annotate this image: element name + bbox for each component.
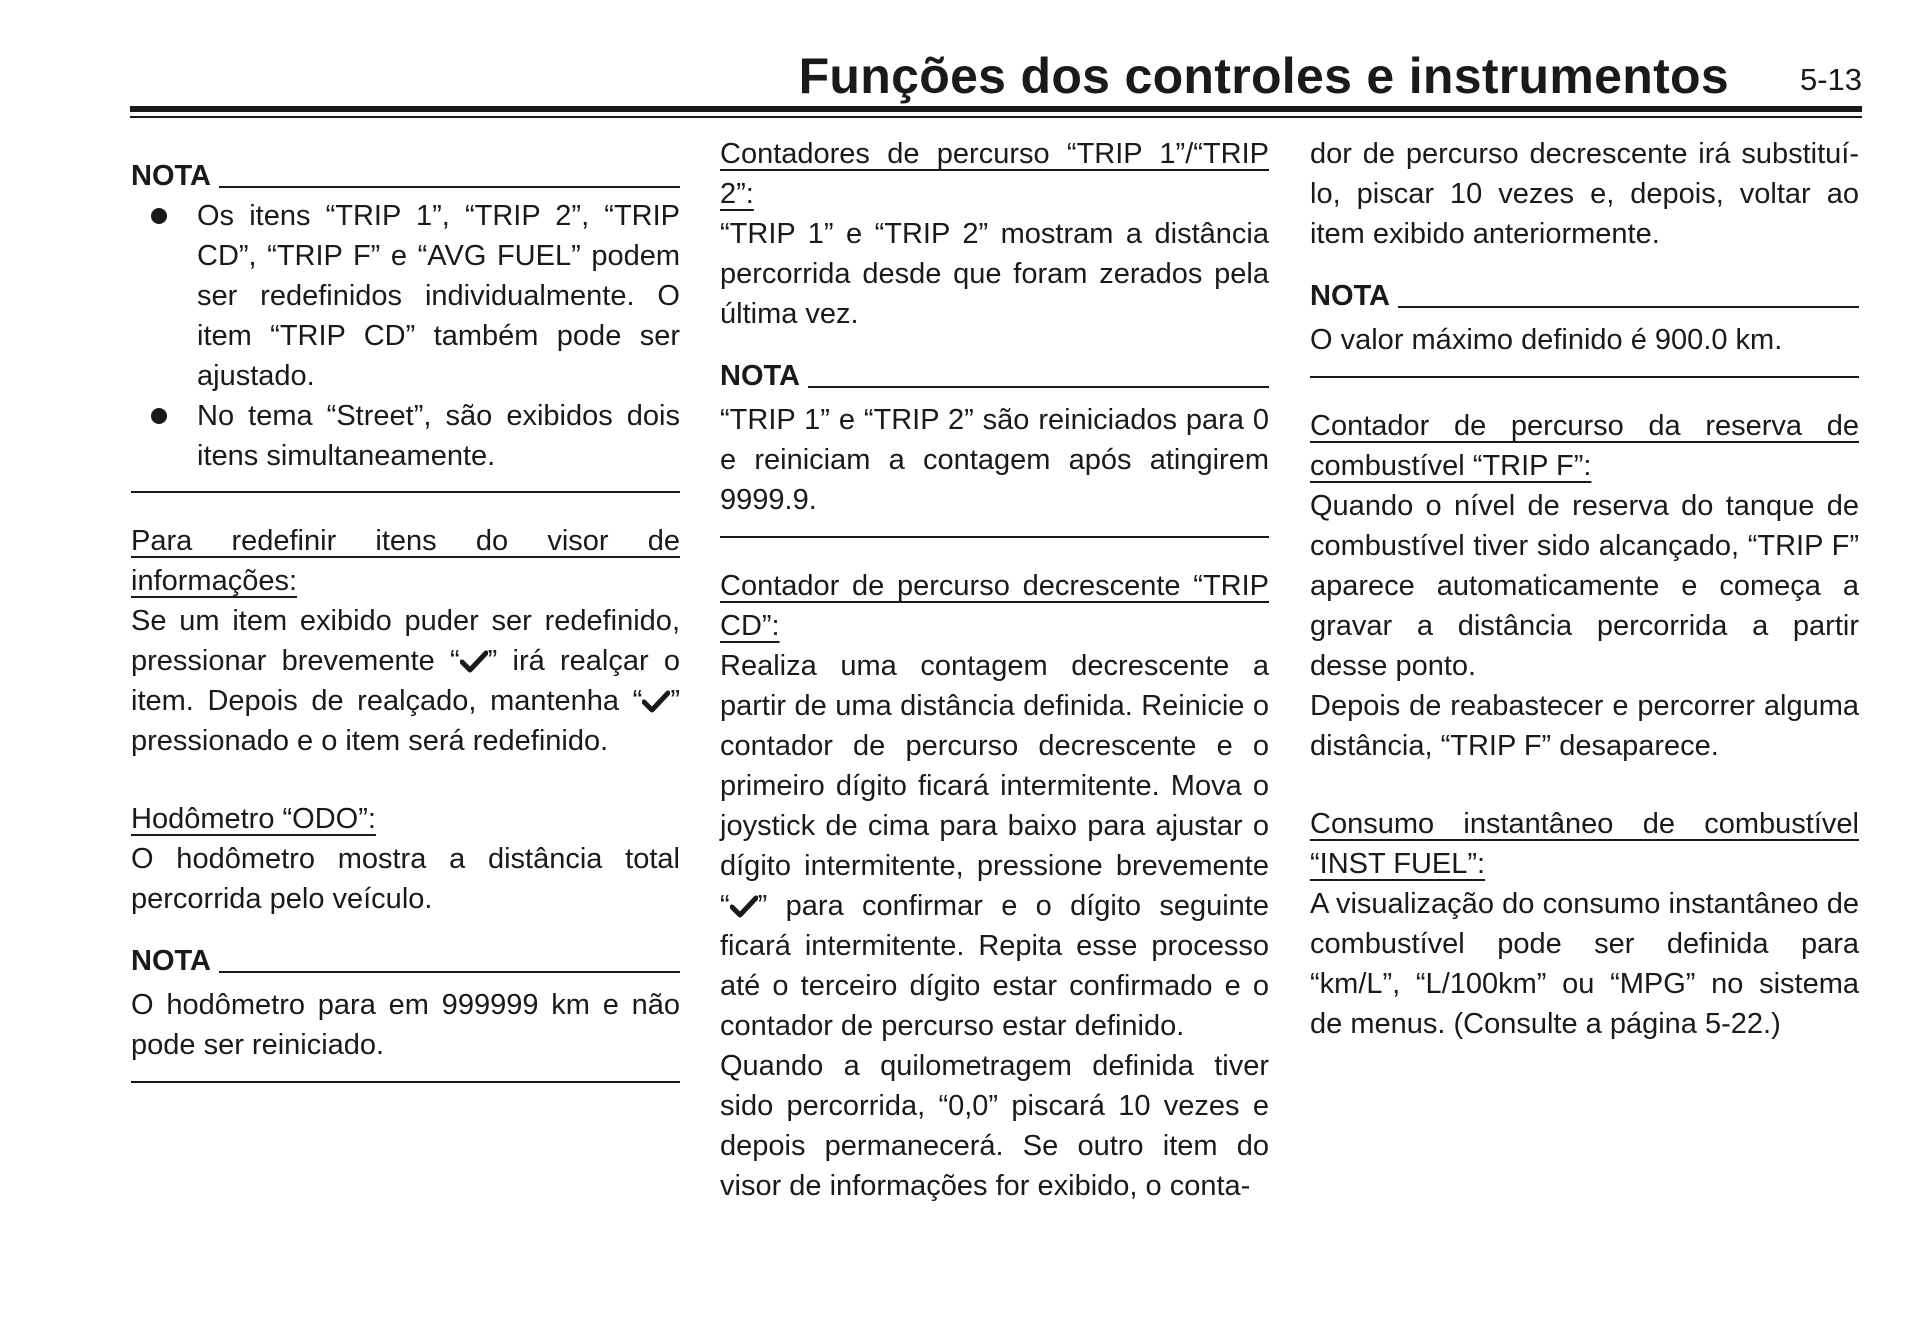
nota-label: NOTA bbox=[131, 160, 212, 192]
nota-end-rule bbox=[131, 491, 680, 493]
bullet-text: No tema “Street”, são exibidos dois itens simultaneamente. bbox=[197, 400, 680, 472]
nota-bullet-list bbox=[131, 196, 680, 476]
nota-heading bbox=[131, 941, 680, 981]
paragraph-tripcd-end: Quando a quilometragem definida tiver sido percorrida, “0,0” piscará 10 vezes e depois permanecerá. Se outro item do visor de informações for exibido, o conta- bbox=[720, 1050, 1269, 1202]
section-heading-trip: Contadores de percurso “TRIP 1”/“TRIP 2”: bbox=[720, 138, 1269, 210]
page-number: 5-13 bbox=[1799, 62, 1862, 97]
nota-rule bbox=[219, 971, 680, 973]
check-icon bbox=[730, 895, 758, 919]
nota-heading bbox=[720, 356, 1269, 396]
header-rule-thick bbox=[130, 106, 1862, 112]
bullet-icon bbox=[151, 208, 167, 224]
check-icon bbox=[460, 650, 488, 674]
nota-text: O valor máximo definido é 900.0 km. bbox=[1310, 324, 1783, 356]
nota-label: NOTA bbox=[131, 945, 212, 977]
bullet-icon bbox=[151, 408, 167, 424]
nota-heading bbox=[131, 156, 680, 196]
nota-end-rule bbox=[1310, 376, 1859, 378]
column-1 bbox=[131, 134, 680, 1083]
page-title: Funções dos controles e instrumentos bbox=[798, 48, 1729, 104]
nota-end-rule bbox=[720, 536, 1269, 538]
check-icon bbox=[642, 690, 670, 714]
nota-label: NOTA bbox=[1310, 280, 1391, 312]
bullet-text: Os itens “TRIP 1”, “TRIP 2”, “TRIP CD”, “TRIP F” e “AVG FUEL” podem ser redefinidos individualmente. O item “TRIP CD” também pode ser ajustado. bbox=[197, 200, 680, 392]
nota-text: O hodômetro para em 999999 km e não pode ser reiniciado. bbox=[131, 989, 680, 1061]
paragraph-tripf-2: Depois de reabastecer e percorrer alguma distância, “TRIP F” desaparece. bbox=[1310, 690, 1859, 762]
paragraph-tripcd-continued: dor de percurso decrescente irá substituí-lo, piscar 10 vezes e, depois, voltar ao item exibido anteriormente. bbox=[1310, 138, 1859, 250]
nota-heading bbox=[1310, 276, 1859, 316]
paragraph-odo: O hodômetro mostra a distância total percorrida pelo veículo. bbox=[131, 843, 680, 915]
section-heading-tripf: Contador de percurso da reserva de combustível “TRIP F”: bbox=[1310, 410, 1859, 482]
paragraph-trip: “TRIP 1” e “TRIP 2” mostram a distância percorrida desde que foram zerados pela última vez. bbox=[720, 218, 1269, 330]
paragraph-inst: A visualização do consumo instantâneo de combustível pode ser definida para “km/L”, “L/100km” ou “MPG” no sistema de menus. (Consulte a página 5-22.) bbox=[1310, 888, 1859, 1040]
header-rule-thin bbox=[130, 116, 1862, 118]
paragraph-reset: Se um item exibido puder ser redefinido, pressionar brevemente “ ” irá realçar o item. Depois de realçado, mantenha “ ” pressionado e o item será redefinido. bbox=[131, 605, 680, 757]
section-heading-tripcd: Contador de percurso decrescente “TRIP CD”: bbox=[720, 570, 1269, 642]
nota-text: “TRIP 1” e “TRIP 2” são reiniciados para 0 e reiniciam a contagem após atingirem 9999.9. bbox=[720, 404, 1269, 516]
column-3 bbox=[1310, 134, 1859, 1044]
paragraph-tripcd: Realiza uma contagem decrescente a partir de uma distância definida. Reinicie o contador de percurso decrescente e o primeiro dígito ficará intermitente. Mova o joystick de cima para baixo para ajustar o dígito intermitente, pressione brevemente “ ” para confirmar e o dígito seguinte ficará intermitente. Repita esse processo até o terceiro dígito estar confirmado e o contador de percurso estar definido. bbox=[720, 650, 1269, 1042]
nota-end-rule bbox=[131, 1081, 680, 1083]
nota-rule bbox=[219, 186, 680, 188]
paragraph-tripf-1: Quando o nível de reserva do tanque de combustível tiver sido alcançado, “TRIP F” aparece automaticamente e começa a gravar a distância percorrida a partir desse ponto. bbox=[1310, 490, 1859, 682]
column-2 bbox=[720, 134, 1269, 1206]
nota-rule bbox=[808, 386, 1269, 388]
section-heading-odo: Hodômetro “ODO”: bbox=[131, 803, 376, 835]
section-heading-reset: Para redefinir itens do visor de informações: bbox=[131, 525, 680, 597]
nota-rule bbox=[1398, 306, 1859, 308]
nota-label: NOTA bbox=[720, 360, 801, 392]
list-item bbox=[131, 396, 680, 476]
list-item bbox=[131, 196, 680, 396]
section-heading-inst: Consumo instantâneo de combustível “INST FUEL”: bbox=[1310, 808, 1859, 880]
